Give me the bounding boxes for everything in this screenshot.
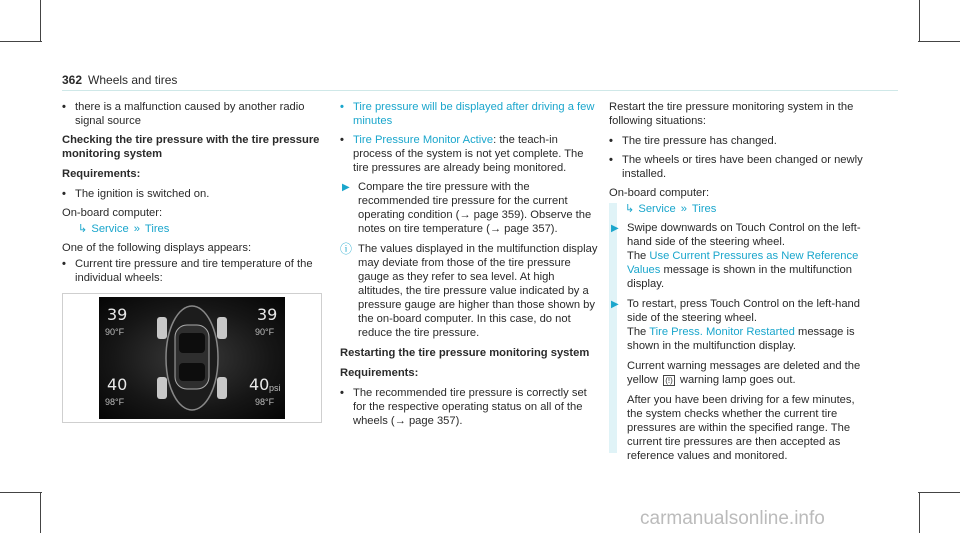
instruction-text: The xyxy=(627,326,647,338)
instruction-text: message is shown in the multifunction display. xyxy=(627,326,855,352)
note-text: The values displayed in the multifunction display may deviate from those of the tire pressure gauge as they refer to sea level. At high altitudes, the tire pressure value indicated by a pressure gauge are higher than those shown by the on-board computer. In this case, do not reduce the tire pressure. xyxy=(358,243,598,339)
info-icon: ⓘ xyxy=(340,242,353,256)
instrument-cluster-image xyxy=(99,297,285,419)
crop-mark xyxy=(40,492,41,533)
header-divider xyxy=(62,90,898,91)
instruction-text: The xyxy=(627,250,647,262)
section-title: Wheels and tires xyxy=(88,73,178,87)
figure-frame xyxy=(62,293,322,423)
crop-mark xyxy=(0,41,42,42)
instruction-text: message is shown in the multifunction display. xyxy=(627,264,852,290)
list-item: • The wheels or tires have been changed or newly installed. xyxy=(609,153,871,181)
requirements-heading: Requirements: xyxy=(62,168,141,180)
double-chevron-icon: » xyxy=(133,223,140,235)
paragraph: One of the following displays appears: xyxy=(62,242,252,254)
menu-path xyxy=(609,202,871,216)
paragraph xyxy=(609,359,871,387)
menu-tires: Tires xyxy=(144,223,170,235)
instruction-step xyxy=(609,297,871,353)
list-item: • there is a malfunction caused by another radio signal source xyxy=(62,100,324,128)
left-column xyxy=(62,100,324,290)
instruction-text: Swipe downwards on Touch Control on the left-hand side of the steering wheel. xyxy=(627,222,861,248)
paragraph-text: warning lamp goes out. xyxy=(679,374,796,386)
list-item: • The tire pressure has changed. xyxy=(609,134,871,148)
menu-path xyxy=(62,222,324,236)
right-column xyxy=(609,100,871,469)
submenu-arrow-icon: ↳ xyxy=(625,203,635,215)
tire-temp-front-left: 90°F xyxy=(105,327,125,337)
status-message: Tire Pressure Monitor Active xyxy=(353,134,494,146)
section-heading: Checking the tire pressure with the tire pressure monitoring system xyxy=(62,134,320,160)
double-chevron-icon: » xyxy=(680,203,687,215)
tire-temp-rear-right: 98°F xyxy=(255,397,275,407)
tire-temp-rear-left: 98°F xyxy=(105,397,125,407)
requirements-heading: Requirements: xyxy=(340,367,419,379)
page-header xyxy=(62,73,177,87)
instruction-step: ▶ Compare the tire pressure with the recommended tire pressure for the current operating condition (→ page 359). Observe the notes on tire temperature (→ page 357). xyxy=(340,180,598,236)
instruction-step xyxy=(609,221,871,291)
tire-temp-front-right: 90°F xyxy=(255,327,275,337)
pressure-unit: psi xyxy=(269,383,281,393)
menu-service: Service xyxy=(638,203,676,215)
list-item: • Tire pressure will be displayed after driving a few minutes xyxy=(340,100,598,128)
paragraph-text: Current warning messages are deleted and the yellow xyxy=(627,360,861,386)
note xyxy=(340,242,598,340)
crop-mark xyxy=(918,41,960,42)
menu-tires: Tires xyxy=(691,203,717,215)
menu-service: Service xyxy=(91,223,129,235)
middle-column xyxy=(340,100,598,433)
crop-mark xyxy=(919,492,920,533)
page-number: 362 xyxy=(62,73,83,87)
tire-pressure-front-right: 39 xyxy=(257,305,278,324)
list-item-text: : the teach-in process of the system is not yet complete. The tire pressures are already being monitored. xyxy=(353,134,584,174)
paragraph: Restart the tire pressure monitoring system in the following situations: xyxy=(609,101,854,127)
tire-pressure-rear-left: 40 xyxy=(107,375,128,394)
list-item: • The recommended tire pressure is correctly set for the respective operating status on all of the wheels (→ page 357). xyxy=(340,386,598,428)
crop-mark xyxy=(918,492,960,493)
display-message: Tire Press. Monitor Restarted xyxy=(649,326,795,338)
list-item xyxy=(340,133,598,175)
tire-pressure-rear-right: 40 xyxy=(249,375,270,394)
list-item: • Current tire pressure and tire temperature of the individual wheels: xyxy=(62,257,324,285)
crop-mark xyxy=(0,492,42,493)
paragraph: After you have been driving for a few minutes, the system checks whether the current tire pressures are within the specified range. The current tire pressures are then accepted as reference values and monitored. xyxy=(627,394,855,462)
section-heading: Restarting the tire pressure monitoring system xyxy=(340,347,590,359)
display-message: Use Current Pressures as New Reference Values xyxy=(627,250,859,276)
crop-mark xyxy=(40,0,41,42)
crop-mark xyxy=(919,0,920,42)
computer-label: On-board computer: xyxy=(609,187,710,199)
tire-warning-icon: (!) xyxy=(665,376,673,385)
submenu-arrow-icon: ↳ xyxy=(78,223,88,235)
instruction-text: To restart, press Touch Control on the left-hand side of the steering wheel. xyxy=(627,298,860,324)
tire-pressure-front-left: 39 xyxy=(107,305,128,324)
list-item: • The ignition is switched on. xyxy=(62,187,324,201)
watermark: carmanualsonline.info xyxy=(640,508,825,529)
computer-label: On-board computer: xyxy=(62,207,163,219)
